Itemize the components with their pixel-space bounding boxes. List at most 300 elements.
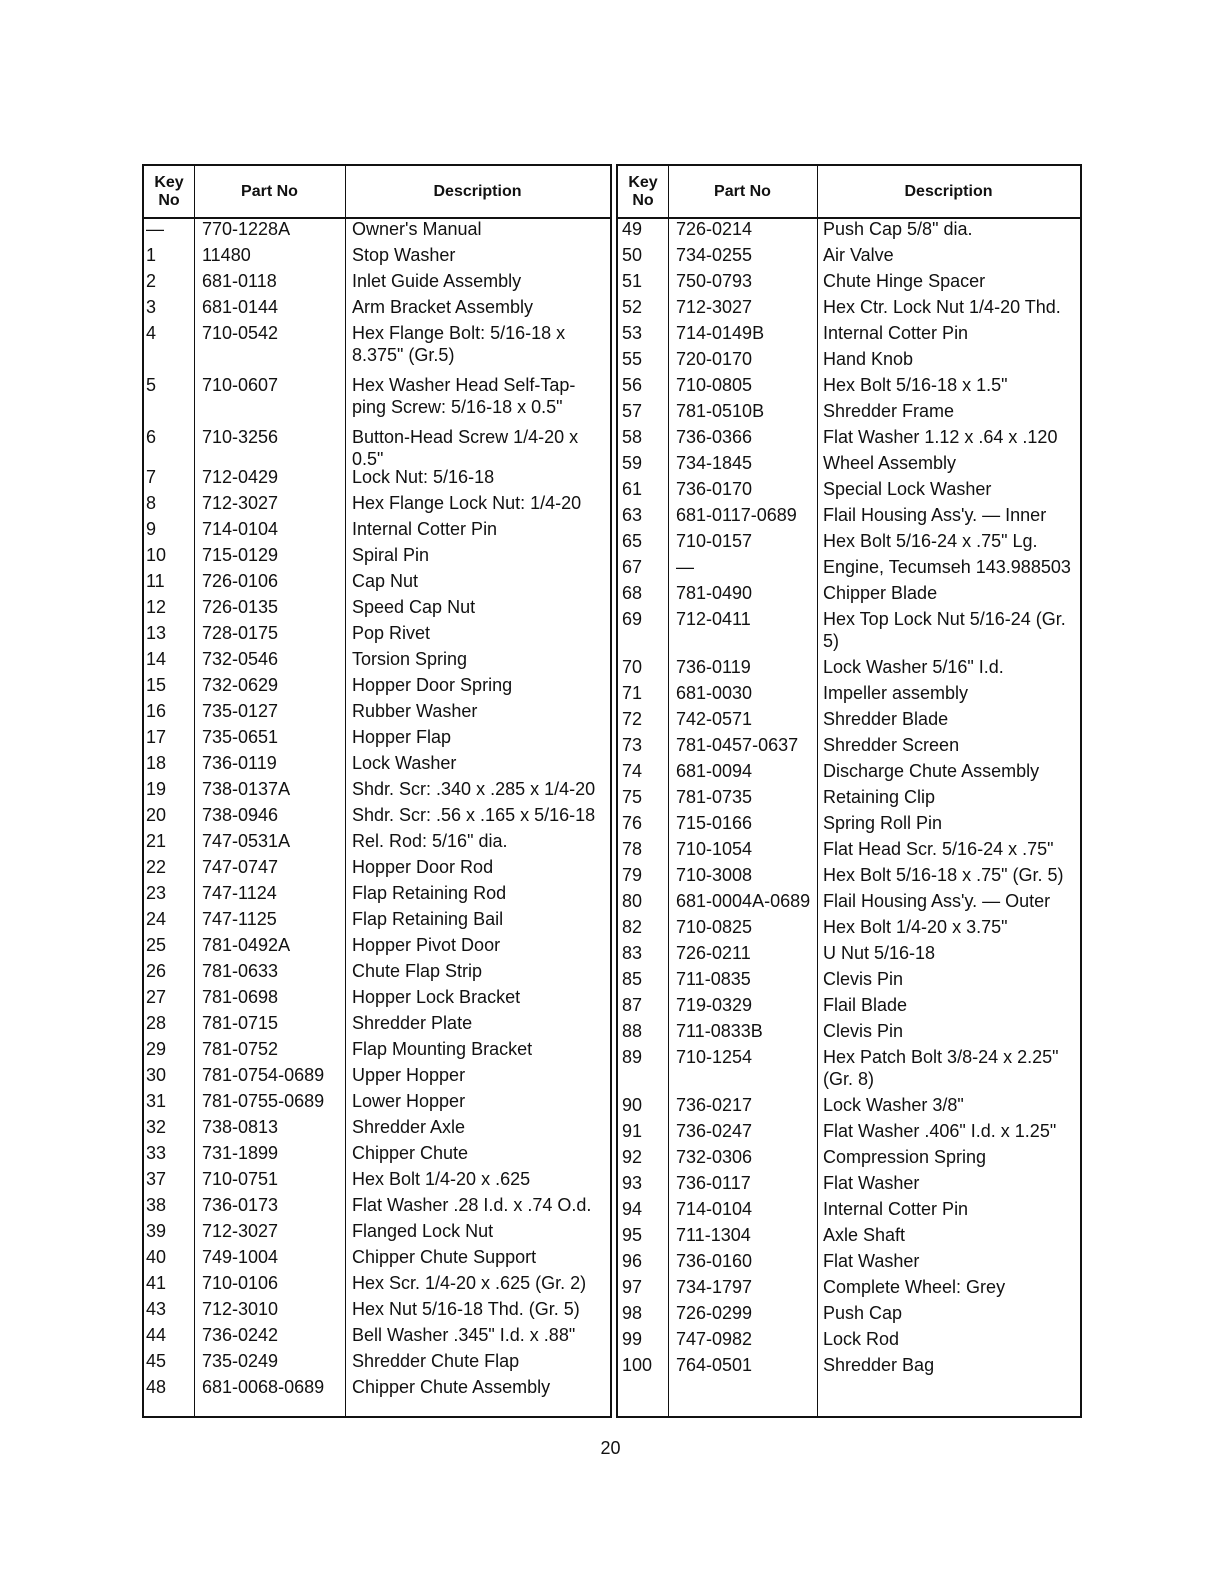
part-no-cell: 736-0173 xyxy=(202,1195,279,1215)
part-no-cell: 781-0735 xyxy=(676,787,753,807)
part-no-cell: 714-0104 xyxy=(676,1199,753,1219)
description-cell: Shredder Axle xyxy=(352,1117,466,1137)
description-cell: Chipper Chute xyxy=(352,1143,469,1163)
key-no-cell: 11 xyxy=(146,571,165,591)
table-row xyxy=(618,296,1080,322)
description-cell: Hopper Door Spring xyxy=(352,675,513,695)
description-cell: Flail Housing Ass'y. — Inner xyxy=(823,505,1047,525)
key-no-cell: 33 xyxy=(146,1143,167,1163)
part-no-cell: 781-0492A xyxy=(202,935,291,955)
key-no-cell: 71 xyxy=(622,683,643,703)
key-no-cell: 2 xyxy=(146,271,157,291)
table-row xyxy=(618,734,1080,760)
table-row xyxy=(618,864,1080,890)
description-cell: Hex Bolt 5/16-18 x .75" (Gr. 5) xyxy=(823,865,1064,885)
description-cell: Shdr. Scr: .56 x .165 x 5/16-18 xyxy=(352,805,596,825)
table-row xyxy=(618,1328,1080,1354)
part-no-cell: 710-0805 xyxy=(676,375,753,395)
description-cell: Flat Head Scr. 5/16-24 x .75" xyxy=(823,839,1054,859)
part-no-cell: 736-0119 xyxy=(676,657,751,677)
description-cell: Hopper Door Rod xyxy=(352,857,494,877)
part-no-cell: 781-0755-0689 xyxy=(202,1091,325,1111)
table-row xyxy=(618,682,1080,708)
table-row xyxy=(618,608,1080,651)
table-row xyxy=(144,1376,610,1402)
part-no-cell: 732-0546 xyxy=(202,649,279,669)
description-cell: Flat Washer xyxy=(823,1173,920,1193)
part-no-cell: 764-0501 xyxy=(676,1355,753,1375)
table-row xyxy=(618,478,1080,504)
part-no-cell: 720-0170 xyxy=(676,349,753,369)
key-no-cell: 15 xyxy=(146,675,167,695)
table-row xyxy=(618,1046,1080,1089)
description-cell: Shdr. Scr: .340 x .285 x 1/4-20 xyxy=(352,779,596,799)
key-no-cell: 95 xyxy=(622,1225,643,1245)
table-row xyxy=(144,322,610,365)
description-cell: Special Lock Washer xyxy=(823,479,992,499)
table-row xyxy=(618,218,1080,244)
description-cell: Chute Hinge Spacer xyxy=(823,271,986,291)
key-no-cell: 24 xyxy=(146,909,167,929)
table-row xyxy=(144,1116,610,1142)
key-no-cell: 9 xyxy=(146,519,157,539)
description-cell: Hex Bolt 1/4-20 x 3.75" xyxy=(823,917,1008,937)
table-row xyxy=(144,648,610,674)
key-no-cell: 96 xyxy=(622,1251,643,1271)
description-cell: Engine, Tecumseh 143.988503 xyxy=(823,557,1071,577)
part-no-cell: 747-1124 xyxy=(202,883,277,903)
key-no-cell: 38 xyxy=(146,1195,167,1215)
table-row xyxy=(144,778,610,804)
part-no-cell: 712-3027 xyxy=(676,297,753,317)
key-no-cell: 85 xyxy=(622,969,643,989)
key-no-cell: 87 xyxy=(622,995,643,1015)
key-no-cell: 90 xyxy=(622,1095,643,1115)
header-key-no: Key No xyxy=(154,173,184,209)
table-row xyxy=(144,1168,610,1194)
part-no-cell: 714-0104 xyxy=(202,519,279,539)
part-no-cell: 711-0833B xyxy=(676,1021,763,1041)
part-no-cell: 681-0094 xyxy=(676,761,753,781)
table-row xyxy=(144,596,610,622)
description-cell: Hex Washer Head Self-Tap-ping Screw: 5/16-18 x 0.5" xyxy=(352,375,576,417)
table-row xyxy=(144,960,610,986)
description-cell: Lower Hopper xyxy=(352,1091,466,1111)
description-cell: Shredder Plate xyxy=(352,1013,473,1033)
part-no-cell: 710-3256 xyxy=(202,427,279,447)
part-no-cell: 681-0030 xyxy=(676,683,753,703)
part-no-cell: 726-0211 xyxy=(676,943,751,963)
table-row xyxy=(144,296,610,322)
description-cell: Flail Blade xyxy=(823,995,908,1015)
description-cell: Shredder Frame xyxy=(823,401,955,421)
table-row xyxy=(144,934,610,960)
table-row xyxy=(618,426,1080,452)
key-no-cell: 39 xyxy=(146,1221,167,1241)
key-no-cell: 30 xyxy=(146,1065,167,1085)
key-no-cell: 89 xyxy=(622,1047,643,1067)
description-cell: Hex Patch Bolt 3/8-24 x 2.25" (Gr. 8) xyxy=(823,1047,1059,1089)
table-row xyxy=(144,726,610,752)
key-no-cell: 6 xyxy=(146,427,157,447)
table-row xyxy=(144,544,610,570)
description-cell: Hopper Lock Bracket xyxy=(352,987,521,1007)
key-no-cell: 49 xyxy=(622,219,643,239)
table-row xyxy=(144,492,610,518)
table-row xyxy=(144,1064,610,1090)
part-no-cell: 747-0531A xyxy=(202,831,291,851)
key-no-cell: 5 xyxy=(146,375,157,395)
key-no-cell: 29 xyxy=(146,1039,167,1059)
part-no-cell: 738-0813 xyxy=(202,1117,279,1137)
table-row xyxy=(144,1298,610,1324)
key-no-cell: 97 xyxy=(622,1277,643,1297)
description-cell: Push Cap 5/8" dia. xyxy=(823,219,973,239)
part-no-cell: 736-0117 xyxy=(676,1173,751,1193)
part-no-cell: 781-0754-0689 xyxy=(202,1065,325,1085)
table-row xyxy=(618,582,1080,608)
key-no-cell: 83 xyxy=(622,943,643,963)
key-no-cell: 25 xyxy=(146,935,167,955)
key-no-cell: 56 xyxy=(622,375,643,395)
part-no-cell: 781-0510B xyxy=(676,401,765,421)
description-cell: Hex Flange Bolt: 5/16-18 x 8.375" (Gr.5) xyxy=(352,323,566,365)
table-row xyxy=(144,1324,610,1350)
key-no-cell: 55 xyxy=(622,349,643,369)
key-no-cell: 8 xyxy=(146,493,157,513)
key-no-cell: 21 xyxy=(146,831,167,851)
description-cell: Complete Wheel: Grey xyxy=(823,1277,1006,1297)
part-no-cell: 710-3008 xyxy=(676,865,753,885)
key-no-cell: 51 xyxy=(622,271,643,291)
description-cell: Hopper Pivot Door xyxy=(352,935,501,955)
key-no-cell: 18 xyxy=(146,753,167,773)
key-no-cell: 65 xyxy=(622,531,643,551)
description-cell: Spiral Pin xyxy=(352,545,430,565)
description-cell: Lock Washer 3/8" xyxy=(823,1095,964,1115)
part-no-cell: 710-1054 xyxy=(676,839,753,859)
table-row xyxy=(144,986,610,1012)
key-no-cell: 40 xyxy=(146,1247,167,1267)
part-no-cell: 734-0255 xyxy=(676,245,753,265)
table-row xyxy=(144,466,610,492)
key-no-cell: 22 xyxy=(146,857,167,877)
description-cell: Flanged Lock Nut xyxy=(352,1221,494,1241)
description-cell: Torsion Spring xyxy=(352,649,468,669)
part-no-cell: 742-0571 xyxy=(676,709,753,729)
table-row xyxy=(618,968,1080,994)
description-cell: Lock Washer 5/16" I.d. xyxy=(823,657,1004,677)
description-cell: Compression Spring xyxy=(823,1147,987,1167)
table-row xyxy=(144,804,610,830)
description-cell: Shredder Bag xyxy=(823,1355,935,1375)
table-row xyxy=(144,244,610,270)
part-no-cell: 726-0214 xyxy=(676,219,753,239)
header-description: Description xyxy=(904,182,993,200)
description-cell: Button-Head Screw 1/4-20 x 0.5" xyxy=(352,427,579,469)
table-row xyxy=(144,622,610,648)
description-cell: Rel. Rod: 5/16" dia. xyxy=(352,831,508,851)
key-no-cell: 28 xyxy=(146,1013,167,1033)
part-no-cell: 781-0457-0637 xyxy=(676,735,799,755)
part-no-cell: 712-0429 xyxy=(202,467,279,487)
key-no-cell: 61 xyxy=(622,479,643,499)
table-row xyxy=(144,752,610,778)
table-row xyxy=(144,426,610,469)
key-no-cell: 92 xyxy=(622,1147,643,1167)
table-row xyxy=(618,504,1080,530)
description-cell: Discharge Chute Assembly xyxy=(823,761,1040,781)
part-no-cell: 715-0129 xyxy=(202,545,279,565)
description-cell: Cap Nut xyxy=(352,571,419,591)
description-cell: Arm Bracket Assembly xyxy=(352,297,534,317)
key-no-cell: 98 xyxy=(622,1303,643,1323)
key-no-cell: 10 xyxy=(146,545,167,565)
part-no-cell: 681-0144 xyxy=(202,297,279,317)
key-no-cell: 27 xyxy=(146,987,167,1007)
table-row xyxy=(144,1090,610,1116)
table-row xyxy=(618,786,1080,812)
description-cell: Hex Scr. 1/4-20 x .625 (Gr. 2) xyxy=(352,1273,587,1293)
key-no-cell: 99 xyxy=(622,1329,643,1349)
description-cell: Flap Mounting Bracket xyxy=(352,1039,533,1059)
part-no-cell: 712-3010 xyxy=(202,1299,279,1319)
part-no-cell: 781-0633 xyxy=(202,961,279,981)
table-row xyxy=(618,530,1080,556)
key-no-cell: 19 xyxy=(146,779,167,799)
table-row xyxy=(618,760,1080,786)
page-number: 20 xyxy=(600,1438,621,1458)
description-cell: Internal Cotter Pin xyxy=(352,519,498,539)
part-no-cell: 736-0242 xyxy=(202,1325,279,1345)
description-cell: Lock Rod xyxy=(823,1329,900,1349)
table-row xyxy=(144,1194,610,1220)
description-cell: Internal Cotter Pin xyxy=(823,323,969,343)
part-no-cell: 735-0249 xyxy=(202,1351,279,1371)
key-no-cell: 16 xyxy=(146,701,167,721)
description-cell: Chute Flap Strip xyxy=(352,961,483,981)
description-cell: Shredder Screen xyxy=(823,735,960,755)
description-cell: Air Valve xyxy=(823,245,894,265)
key-no-cell: — xyxy=(146,219,164,239)
table-row xyxy=(618,348,1080,374)
part-no-cell: 726-0106 xyxy=(202,571,279,591)
part-no-cell: 736-0170 xyxy=(676,479,753,499)
description-cell: Hand Knob xyxy=(823,349,914,369)
key-no-cell: 14 xyxy=(146,649,167,669)
key-no-cell: 69 xyxy=(622,609,643,629)
table-row xyxy=(144,1350,610,1376)
part-no-cell: 681-0004A-0689 xyxy=(676,891,811,911)
part-no-cell: 710-0157 xyxy=(676,531,753,551)
description-cell: Owner's Manual xyxy=(352,219,482,239)
table-row xyxy=(144,1012,610,1038)
table-row xyxy=(144,856,610,882)
table-row xyxy=(144,518,610,544)
description-cell: Flat Washer 1.12 x .64 x .120 xyxy=(823,427,1058,447)
header-key-no: Key No xyxy=(628,173,658,209)
part-no-cell: 726-0299 xyxy=(676,1303,753,1323)
description-cell: Flat Washer .406" I.d. x 1.25" xyxy=(823,1121,1057,1141)
table-row xyxy=(618,812,1080,838)
part-no-cell: — xyxy=(676,557,694,577)
description-cell: Chipper Chute Support xyxy=(352,1247,537,1267)
table-row xyxy=(618,1302,1080,1328)
table-row xyxy=(618,556,1080,582)
description-cell: Chipper Chute Assembly xyxy=(352,1377,551,1397)
description-cell: Hex Top Lock Nut 5/16-24 (Gr. 5) xyxy=(823,609,1066,651)
key-no-cell: 23 xyxy=(146,883,167,903)
part-no-cell: 781-0698 xyxy=(202,987,279,1007)
description-cell: Inlet Guide Assembly xyxy=(352,271,522,291)
table-row xyxy=(618,1198,1080,1224)
table-row xyxy=(618,942,1080,968)
part-no-cell: 712-0411 xyxy=(676,609,751,629)
part-no-cell: 710-0106 xyxy=(202,1273,279,1293)
part-no-cell: 681-0117-0689 xyxy=(676,505,797,525)
description-cell: Chipper Blade xyxy=(823,583,938,603)
part-no-cell: 715-0166 xyxy=(676,813,753,833)
description-cell: Upper Hopper xyxy=(352,1065,466,1085)
table-row xyxy=(144,1038,610,1064)
key-no-cell: 7 xyxy=(146,467,157,487)
key-no-cell: 17 xyxy=(146,727,167,747)
description-cell: Hex Flange Lock Nut: 1/4-20 xyxy=(352,493,582,513)
description-cell: Hex Bolt 1/4-20 x .625 xyxy=(352,1169,531,1189)
part-no-cell: 736-0160 xyxy=(676,1251,753,1271)
part-no-cell: 747-1125 xyxy=(202,909,277,929)
part-no-cell: 747-0747 xyxy=(202,857,279,877)
table-row xyxy=(618,322,1080,348)
part-no-cell: 736-0217 xyxy=(676,1095,753,1115)
part-no-cell: 738-0946 xyxy=(202,805,279,825)
key-no-cell: 48 xyxy=(146,1377,167,1397)
description-cell: Hex Bolt 5/16-24 x .75" Lg. xyxy=(823,531,1038,551)
key-no-cell: 68 xyxy=(622,583,643,603)
description-cell: U Nut 5/16-18 xyxy=(823,943,936,963)
part-no-cell: 710-0825 xyxy=(676,917,753,937)
part-no-cell: 712-3027 xyxy=(202,1221,279,1241)
part-no-cell: 735-0651 xyxy=(202,727,279,747)
part-no-cell: 781-0715 xyxy=(202,1013,279,1033)
key-no-cell: 63 xyxy=(622,505,643,525)
part-no-cell: 781-0752 xyxy=(202,1039,279,1059)
description-cell: Shredder Blade xyxy=(823,709,949,729)
header-description: Description xyxy=(433,182,522,200)
parts-table-right xyxy=(616,164,1082,1418)
key-no-cell: 13 xyxy=(146,623,167,643)
table-row xyxy=(618,1250,1080,1276)
key-no-cell: 100 xyxy=(622,1355,653,1375)
part-no-cell: 681-0068-0689 xyxy=(202,1377,325,1397)
part-no-cell: 736-0247 xyxy=(676,1121,753,1141)
part-no-cell: 736-0366 xyxy=(676,427,753,447)
key-no-cell: 82 xyxy=(622,917,643,937)
table-row xyxy=(618,1120,1080,1146)
table-row xyxy=(618,994,1080,1020)
table-row xyxy=(618,838,1080,864)
part-no-cell: 710-0542 xyxy=(202,323,279,343)
part-no-cell: 781-0490 xyxy=(676,583,753,603)
key-no-cell: 12 xyxy=(146,597,167,617)
parts-table-left xyxy=(142,164,612,1418)
part-no-cell: 750-0793 xyxy=(676,271,753,291)
key-no-cell: 32 xyxy=(146,1117,167,1137)
key-no-cell: 72 xyxy=(622,709,643,729)
table-row xyxy=(144,1142,610,1168)
key-no-cell: 79 xyxy=(622,865,643,885)
part-no-cell: 728-0175 xyxy=(202,623,279,643)
key-no-cell: 73 xyxy=(622,735,643,755)
key-no-cell: 44 xyxy=(146,1325,167,1345)
table-row xyxy=(618,1172,1080,1198)
description-cell: Lock Nut: 5/16-18 xyxy=(352,467,495,487)
key-no-cell: 1 xyxy=(146,245,157,265)
description-cell: Wheel Assembly xyxy=(823,453,957,473)
key-no-cell: 78 xyxy=(622,839,643,859)
part-no-cell: 734-1797 xyxy=(676,1277,753,1297)
description-cell: Clevis Pin xyxy=(823,1021,904,1041)
description-cell: Hex Ctr. Lock Nut 1/4-20 Thd. xyxy=(823,297,1061,317)
key-no-cell: 52 xyxy=(622,297,643,317)
description-cell: Lock Washer xyxy=(352,753,457,773)
part-no-cell: 731-1899 xyxy=(202,1143,279,1163)
table-row xyxy=(618,1094,1080,1120)
description-cell: Flap Retaining Rod xyxy=(352,883,507,903)
part-no-cell: 712-3027 xyxy=(202,493,279,513)
table-row xyxy=(144,700,610,726)
table-row xyxy=(144,270,610,296)
part-no-cell: 732-0629 xyxy=(202,675,279,695)
header-part-no: Part No xyxy=(714,182,771,200)
description-cell: Internal Cotter Pin xyxy=(823,1199,969,1219)
description-cell: Hex Nut 5/16-18 Thd. (Gr. 5) xyxy=(352,1299,580,1319)
part-no-cell: 681-0118 xyxy=(202,271,277,291)
description-cell: Pop Rivet xyxy=(352,623,431,643)
part-no-cell: 736-0119 xyxy=(202,753,277,773)
description-cell: Spring Roll Pin xyxy=(823,813,943,833)
key-no-cell: 37 xyxy=(146,1169,167,1189)
key-no-cell: 58 xyxy=(622,427,643,447)
table-row xyxy=(618,374,1080,400)
table-row xyxy=(144,882,610,908)
key-no-cell: 59 xyxy=(622,453,643,473)
description-cell: Flat Washer xyxy=(823,1251,920,1271)
key-no-cell: 67 xyxy=(622,557,643,577)
part-no-cell: 738-0137A xyxy=(202,779,291,799)
table-row xyxy=(618,916,1080,942)
table-row xyxy=(618,1146,1080,1172)
part-no-cell: 714-0149B xyxy=(676,323,765,343)
key-no-cell: 50 xyxy=(622,245,643,265)
table-row xyxy=(618,656,1080,682)
description-cell: Stop Washer xyxy=(352,245,456,265)
key-no-cell: 31 xyxy=(146,1091,167,1111)
part-no-cell: 749-1004 xyxy=(202,1247,279,1267)
part-no-cell: 711-0835 xyxy=(676,969,751,989)
table-row xyxy=(618,400,1080,426)
table-row xyxy=(144,1246,610,1272)
description-cell: Flat Washer .28 I.d. x .74 O.d. xyxy=(352,1195,592,1215)
description-cell: Push Cap xyxy=(823,1303,903,1323)
header-part-no: Part No xyxy=(241,182,298,200)
part-no-cell: 710-1254 xyxy=(676,1047,753,1067)
part-no-cell: 734-1845 xyxy=(676,453,753,473)
description-cell: Hopper Flap xyxy=(352,727,452,747)
part-no-cell: 711-1304 xyxy=(676,1225,751,1245)
table-row xyxy=(144,218,610,244)
key-no-cell: 70 xyxy=(622,657,643,677)
